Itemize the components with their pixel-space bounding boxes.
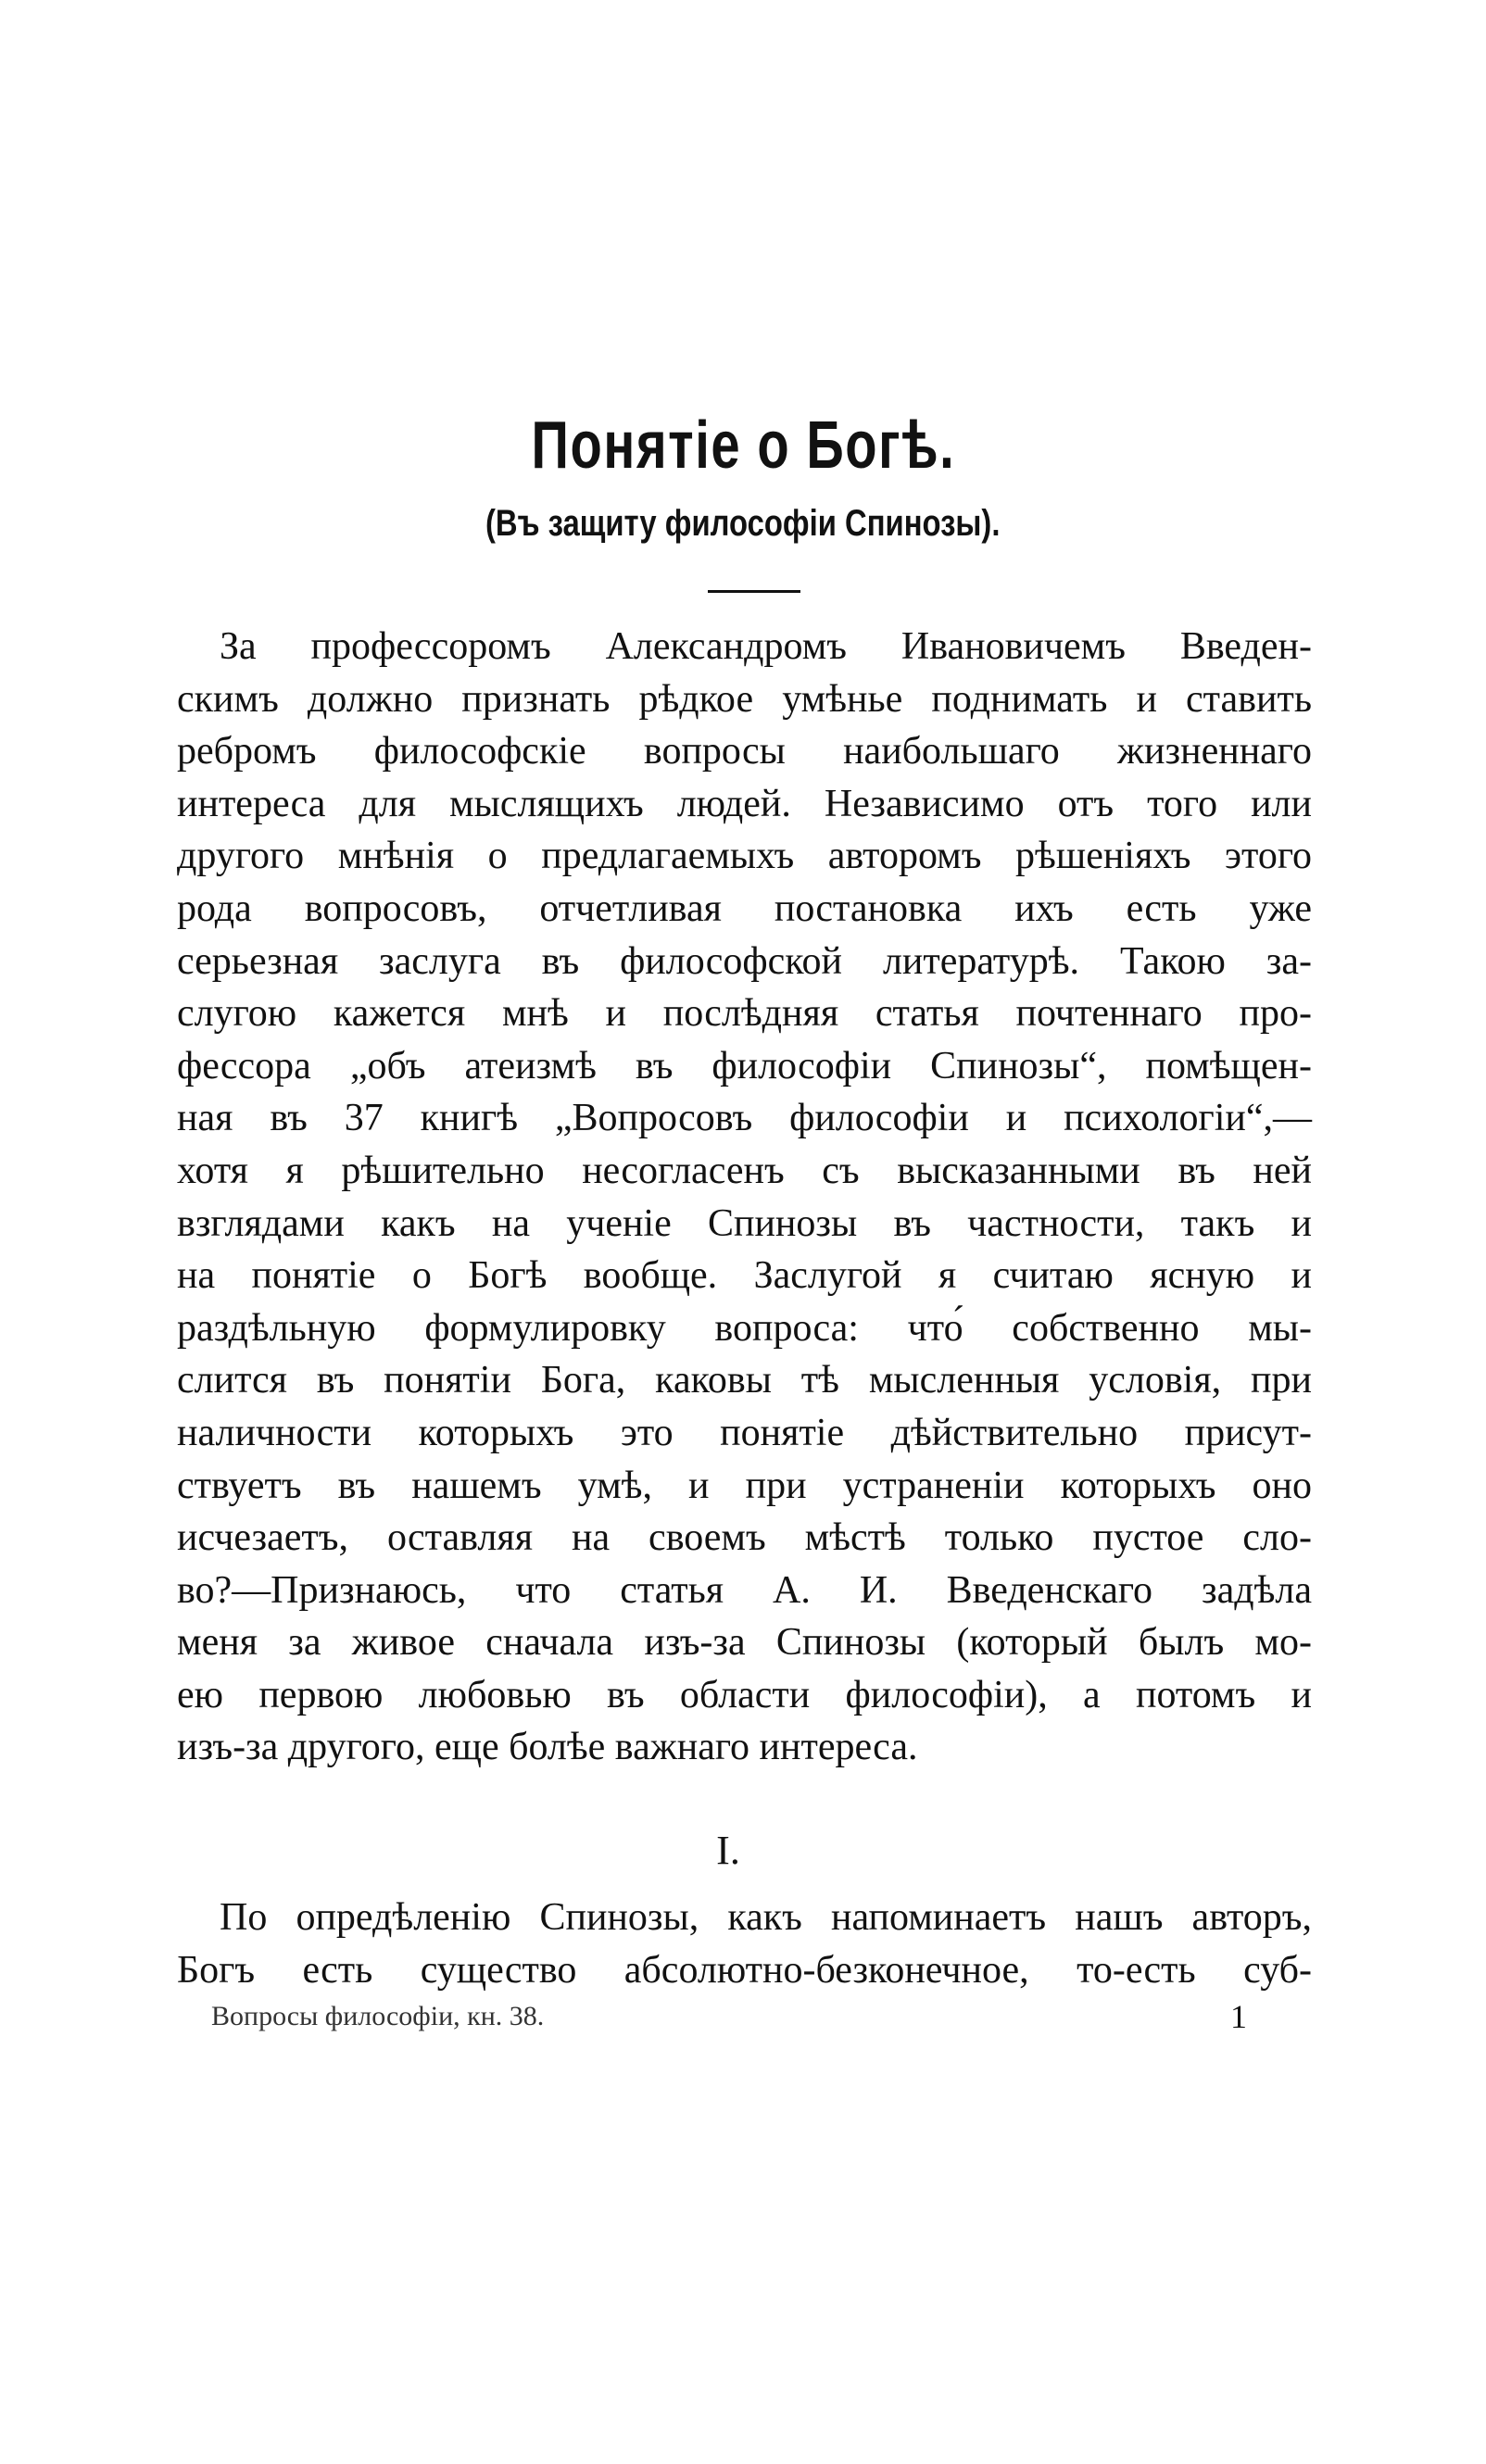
paragraph-2 bbox=[177, 1892, 1312, 1996]
text-line: изъ-за другого, еще болѣе важнаго интереса. bbox=[177, 1726, 918, 1769]
text-line: исчезаетъ, оставляя на своемъ мѣстѣ только пустое сло- bbox=[177, 1516, 1312, 1560]
page-subtitle bbox=[0, 503, 1486, 545]
text-line: По опредѣленію Спинозы, какъ напоминаетъ нашъ авторъ, bbox=[220, 1896, 1312, 1939]
text-line: раздѣльную формулировку вопроса: что́ собственно мы- bbox=[177, 1306, 1312, 1350]
text-line: ствуетъ въ нашемъ умѣ, и при устраненіи которыхъ оно bbox=[177, 1464, 1312, 1507]
text-line: ная въ 37 книгѣ „Вопросовъ философіи и психологіи“,— bbox=[177, 1097, 1312, 1140]
text-line: во?—Признаюсь, что статья А. И. Введенскаго задѣла bbox=[177, 1568, 1312, 1612]
subtitle-text: (Въ защиту философіи Спинозы). bbox=[485, 503, 1001, 544]
text-line: меня за живое сначала изъ-за Спинозы (который былъ мо- bbox=[177, 1621, 1312, 1665]
text-line: другого мнѣнія о предлагаемыхъ авторомъ рѣшеніяхъ этого bbox=[177, 835, 1312, 878]
divider-rule bbox=[708, 590, 800, 593]
text-line: взглядами какъ на ученіе Спинозы въ частности, такъ и bbox=[177, 1201, 1312, 1245]
text-line: хотя я рѣшительно несогласенъ съ высказанными въ ней bbox=[177, 1149, 1312, 1192]
text-line: слится въ понятіи Бога, каковы тѣ мысленныя условія, при bbox=[177, 1359, 1312, 1402]
text-line: серьезная заслуга въ философской литературѣ. Такою за- bbox=[177, 939, 1312, 983]
text-line: ею первою любовью въ области философіи), а потомъ и bbox=[177, 1673, 1312, 1716]
text-line: За профессоромъ Александромъ Ивановичемъ Введен- bbox=[220, 625, 1312, 668]
section-number: I. bbox=[716, 1828, 740, 1873]
text-line: на понятіе о Богѣ вообще. Заслугой я считаю ясную и bbox=[177, 1254, 1312, 1298]
footer-signature: Вопросы философіи, кн. 38. bbox=[211, 2001, 545, 2031]
text-line: фессора „объ атеизмѣ въ философіи Спинозы“, помѣщен- bbox=[177, 1044, 1312, 1087]
text-line: слугою кажется мнѣ и послѣдняя статья почтеннаго про- bbox=[177, 992, 1312, 1036]
text-line: Богъ есть существо абсолютно-безконечное, то-есть суб- bbox=[177, 1948, 1312, 1992]
page-title bbox=[0, 408, 1486, 484]
title-text: Понятіе о Богѣ. bbox=[531, 409, 955, 483]
text-line: наличности которыхъ это понятіе дѣйствительно присут- bbox=[177, 1411, 1312, 1454]
text-line: рода вопросовъ, отчетливая постановка ихъ есть уже bbox=[177, 886, 1312, 930]
text-line: скимъ должно признать рѣдкое умѣнье поднимать и ставить bbox=[177, 677, 1312, 721]
text-line: интереса для мыслящихъ людей. Независимо отъ того или bbox=[177, 782, 1312, 825]
page-number: 1 bbox=[1230, 1998, 1247, 2035]
text-line: ребромъ философскіе вопросы наибольшаго жизненнаго bbox=[177, 730, 1312, 773]
paragraph-1 bbox=[177, 621, 1312, 1774]
